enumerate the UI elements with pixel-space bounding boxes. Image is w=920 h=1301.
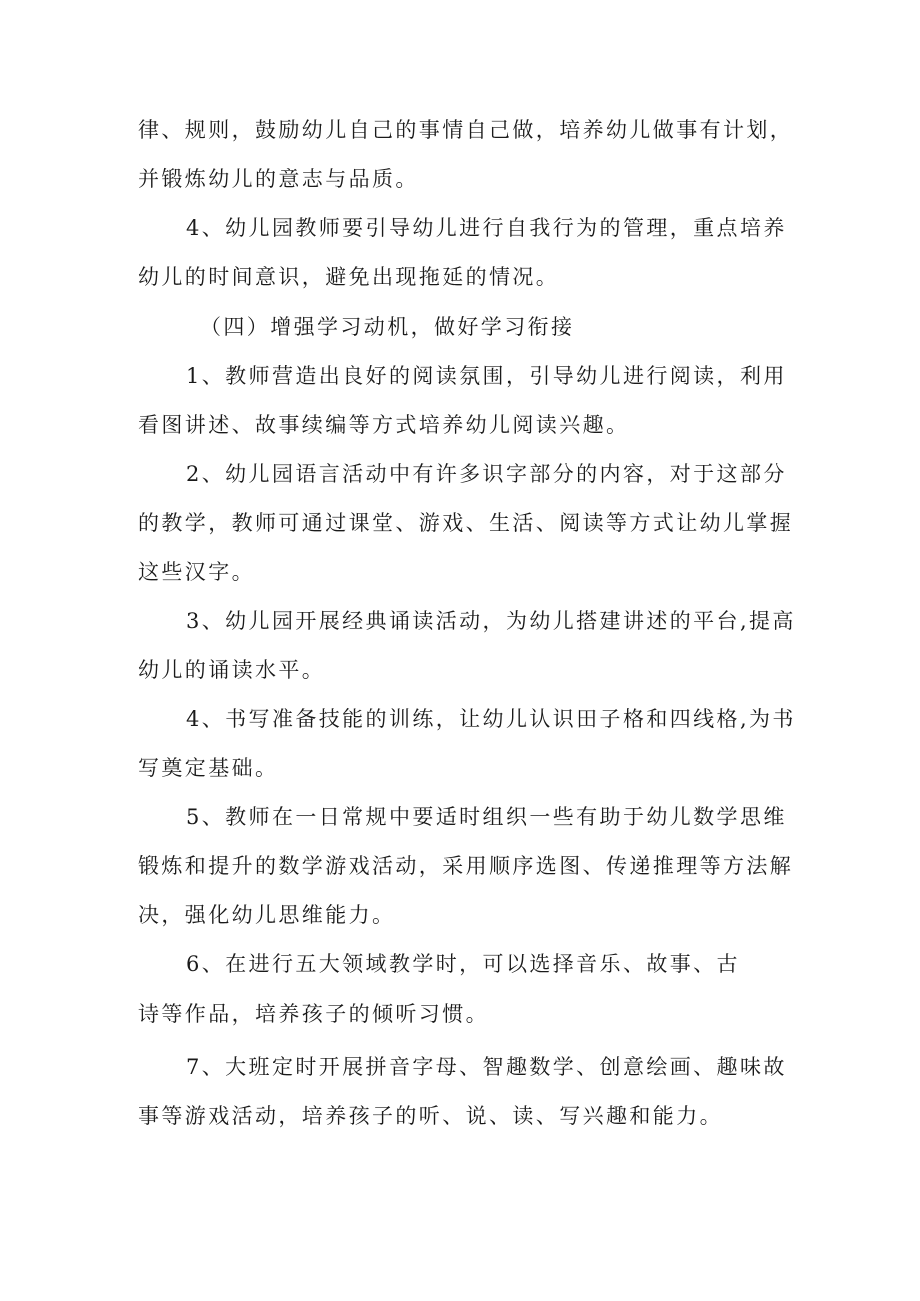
paragraph-line: 决，强化幼儿思维能力。 [138,903,396,927]
paragraph-line: 1、教师营造出良好的阅读氛围，引导幼儿进行阅读，利用 [186,364,787,388]
paragraph-line: 看图讲述、故事续编等方式培养幼儿阅读兴趣。 [138,413,630,437]
paragraph-line: 并锻炼幼儿的意志与品质。 [138,167,419,191]
paragraph-line: 的教学，教师可通过课堂、游戏、生活、阅读等方式让幼儿掌握 [138,511,794,535]
paragraph-line: 4、书写准备技能的训练，让幼儿认识田子格和四线格,为书 [186,707,796,731]
paragraph-line: 幼儿的时间意识，避免出现拖延的情况。 [138,265,560,289]
paragraph-line: 这些汉字。 [138,560,255,584]
paragraph-line: 5、教师在一日常规中要适时组织一些有助于幼儿数学思维 [186,805,787,829]
paragraph-line: 锻炼和提升的数学游戏活动，采用顺序选图、传递推理等方法解 [138,854,794,878]
paragraph-line: 6、在进行五大领域教学时，可以选择音乐、故事、古 [186,952,740,976]
section-heading: （四）增强学习动机，做好学习衔接 [200,315,575,339]
paragraph-line: 幼儿的诵读水平。 [138,658,326,682]
paragraph-line: 4、幼儿园教师要引导幼儿进行自我行为的管理，重点培养 [186,216,787,240]
paragraph-line: 2、幼儿园语言活动中有许多识字部分的内容，对于这部分 [186,462,787,486]
paragraph-line: 3、幼儿园开展经典诵读活动，为幼儿搭建讲述的平台,提高 [186,609,796,633]
paragraph-line: 7、大班定时开展拼音字母、智趣数学、创意绘画、趣味故 [186,1055,787,1079]
paragraph-line: 写奠定基础。 [138,756,279,780]
paragraph-line: 事等游戏活动，培养孩子的听、说、读、写兴趣和能力。 [138,1104,723,1128]
paragraph-line: 诗等作品，培养孩子的倾听习惯。 [138,1002,489,1026]
paragraph-line: 律、规则，鼓励幼儿自己的事情自己做，培养幼儿做事有计划， [138,118,794,142]
